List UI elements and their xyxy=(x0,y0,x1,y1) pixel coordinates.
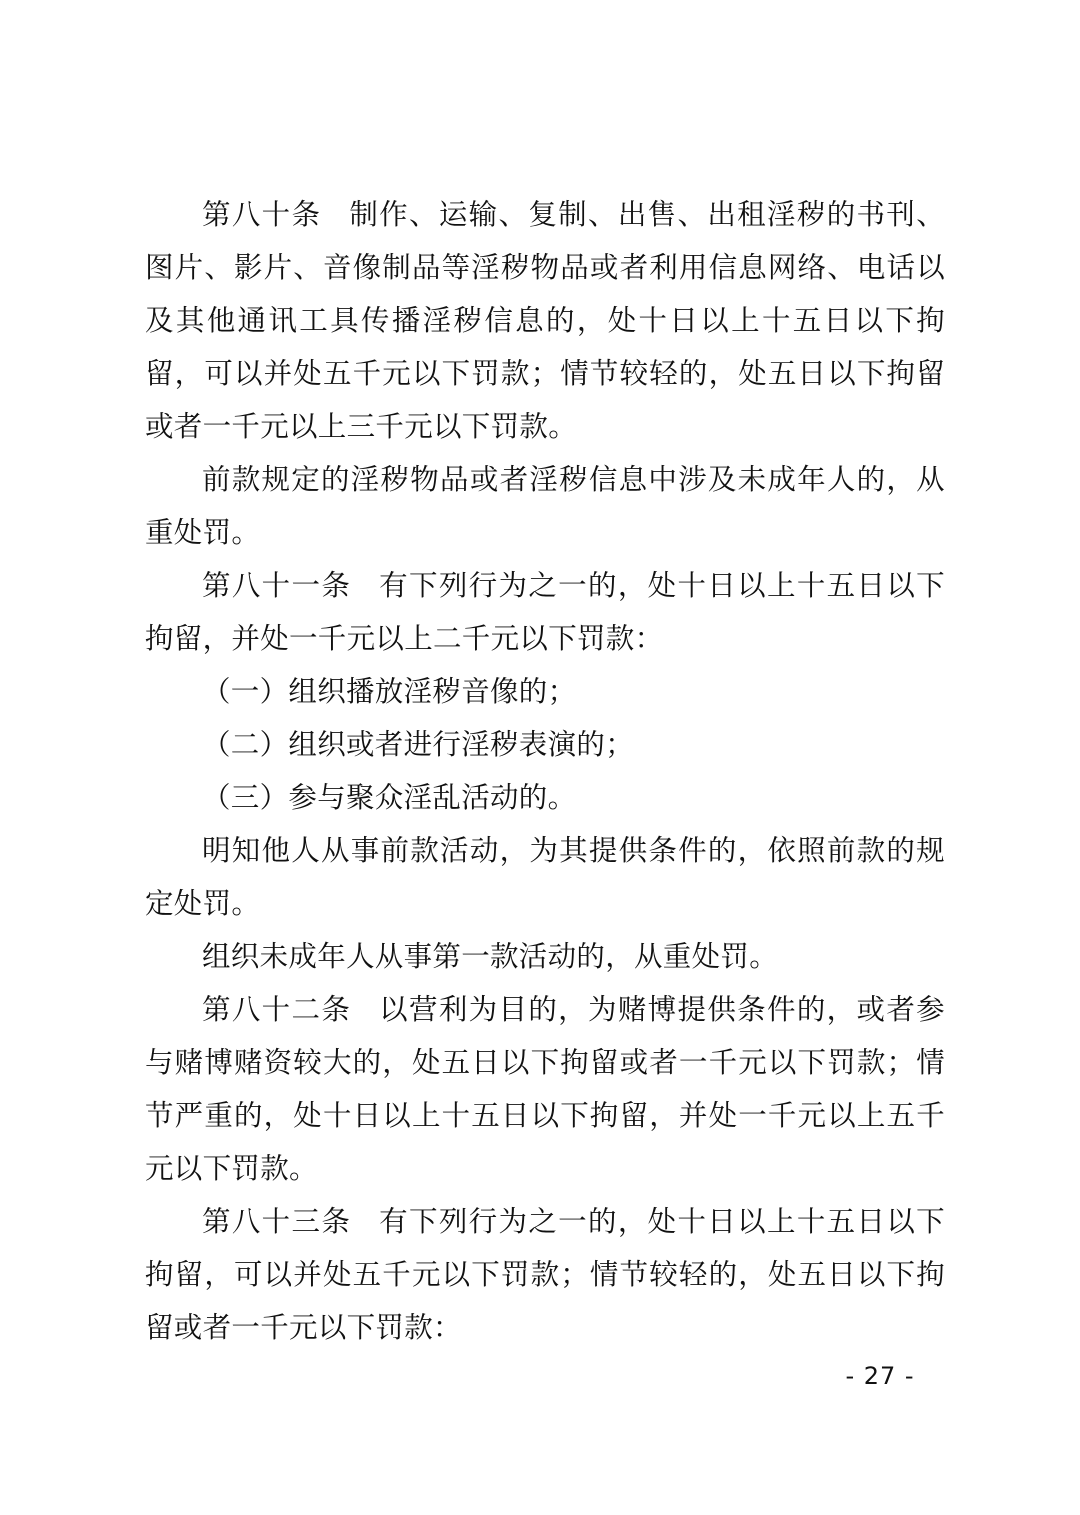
article-80-paragraph-1 xyxy=(145,188,945,453)
article-81-paragraph-1 xyxy=(145,559,945,665)
article-82-text: 以营利为目的，为赌博提供条件的，或者参与赌博赌资较大的，处五日以下拘留或者一千元以下罚款；情节严重的，处十日以上十五日以下拘留，并处一千元以上五千元以下罚款。 xyxy=(145,993,945,1185)
article-81-intro: 有下列行为之一的，处十日以上十五日以下拘留，并处一千元以上二千元以下罚款： xyxy=(145,569,945,655)
article-80-text: 制作、运输、复制、出售、出租淫秽的书刊、图片、影片、音像制品等淫秽物品或者利用信息网络、电话以及其他通讯工具传播淫秽信息的，处十日以上十五日以下拘留，可以并处五千元以下罚款；情节较轻的，处五日以下拘留或者一千元以上三千元以下罚款。 xyxy=(145,198,945,443)
article-81-paragraph-3: 组织未成年人从事第一款活动的，从重处罚。 xyxy=(202,940,779,973)
page-number: - 27 - xyxy=(845,1362,915,1390)
article-81-item-1: （一）组织播放淫秽音像的； xyxy=(202,675,577,708)
document-body xyxy=(145,188,945,1354)
article-80-paragraph-2: 前款规定的淫秽物品或者淫秽信息中涉及未成年人的，从重处罚。 xyxy=(145,463,945,549)
article-81-paragraph-2: 明知他人从事前款活动，为其提供条件的，依照前款的规定处罚。 xyxy=(145,834,945,920)
article-80-title: 第八十条 xyxy=(202,198,322,231)
article-81-item-3: （三）参与聚众淫乱活动的。 xyxy=(202,781,577,814)
article-83-paragraph xyxy=(145,1195,945,1354)
article-83-intro: 有下列行为之一的，处十日以上十五日以下拘留，可以并处五千元以下罚款；情节较轻的，处五日以下拘留或者一千元以下罚款： xyxy=(145,1205,945,1344)
article-82-paragraph xyxy=(145,983,945,1195)
article-83-title: 第八十三条 xyxy=(202,1205,352,1238)
article-81-title: 第八十一条 xyxy=(202,569,352,602)
article-82-title: 第八十二条 xyxy=(202,993,352,1026)
article-81-item-2: （二）组织或者进行淫秽表演的； xyxy=(202,728,635,761)
